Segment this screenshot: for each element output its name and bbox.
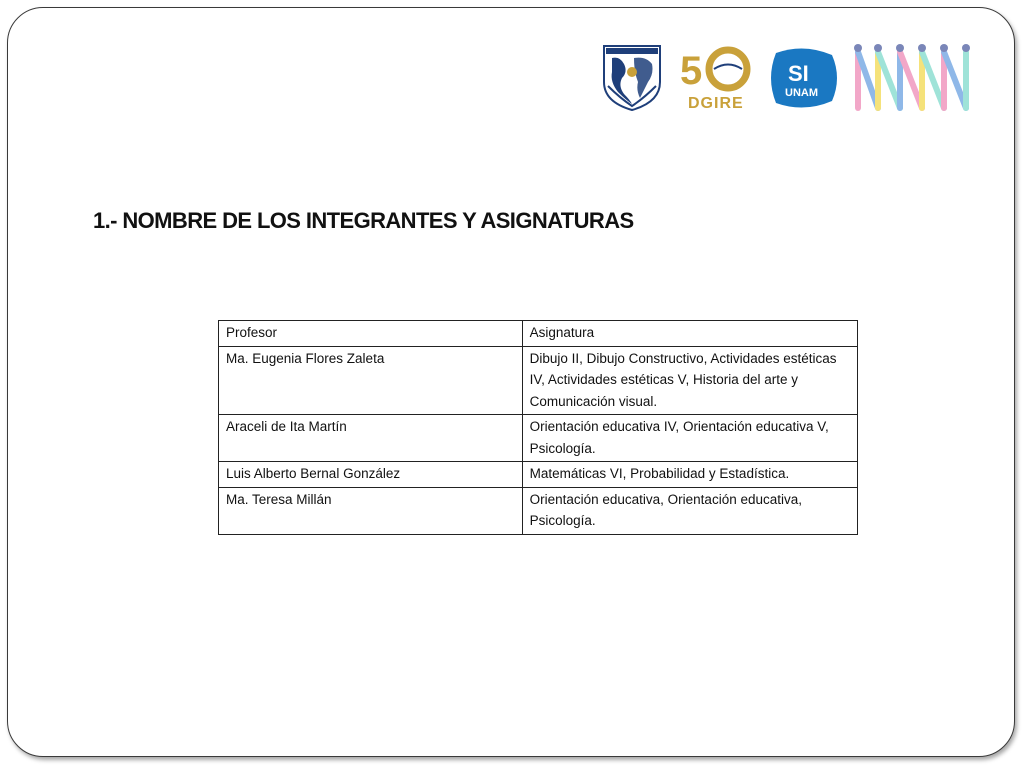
cell-asignatura: Orientación educativa, Orientación educativa, Psicología. <box>522 487 857 534</box>
dgire-50-logo <box>678 42 756 112</box>
dgire-number: 5 <box>680 49 703 93</box>
cell-asignatura: Matemáticas VI, Probabilidad y Estadística. <box>522 462 857 488</box>
page-title: 1.- NOMBRE DE LOS INTEGRANTES Y ASIGNATURAS <box>93 208 634 233</box>
cell-asignatura: Dibujo II, Dibujo Constructivo, Actividades estéticas IV, Actividades estéticas V, Historia del arte y Comunicación visual. <box>522 346 857 415</box>
table-header-row <box>219 321 858 347</box>
cell-profesor: Ma. Eugenia Flores Zaleta <box>219 346 523 415</box>
cell-profesor: Luis Alberto Bernal González <box>219 462 523 488</box>
header-asignatura: Asignatura <box>522 321 857 347</box>
header-profesor: Profesor <box>219 321 523 347</box>
header-logos <box>600 40 985 115</box>
table-row <box>219 415 858 462</box>
table-row <box>219 487 858 534</box>
svg-text:SI: SI <box>788 61 809 86</box>
unam-shield-logo <box>600 42 664 112</box>
stripes-logo <box>852 42 982 112</box>
table-row <box>219 346 858 415</box>
cell-profesor: Araceli de Ita Martín <box>219 415 523 462</box>
members-table <box>218 320 858 535</box>
cell-asignatura: Orientación educativa IV, Orientación educativa V, Psicología. <box>522 415 857 462</box>
svg-text:DGIRE: DGIRE <box>688 95 744 112</box>
svg-text:UNAM: UNAM <box>785 87 818 99</box>
cell-profesor: Ma. Teresa Millán <box>219 487 523 534</box>
si-unam-logo <box>768 45 840 111</box>
table-row <box>219 462 858 488</box>
